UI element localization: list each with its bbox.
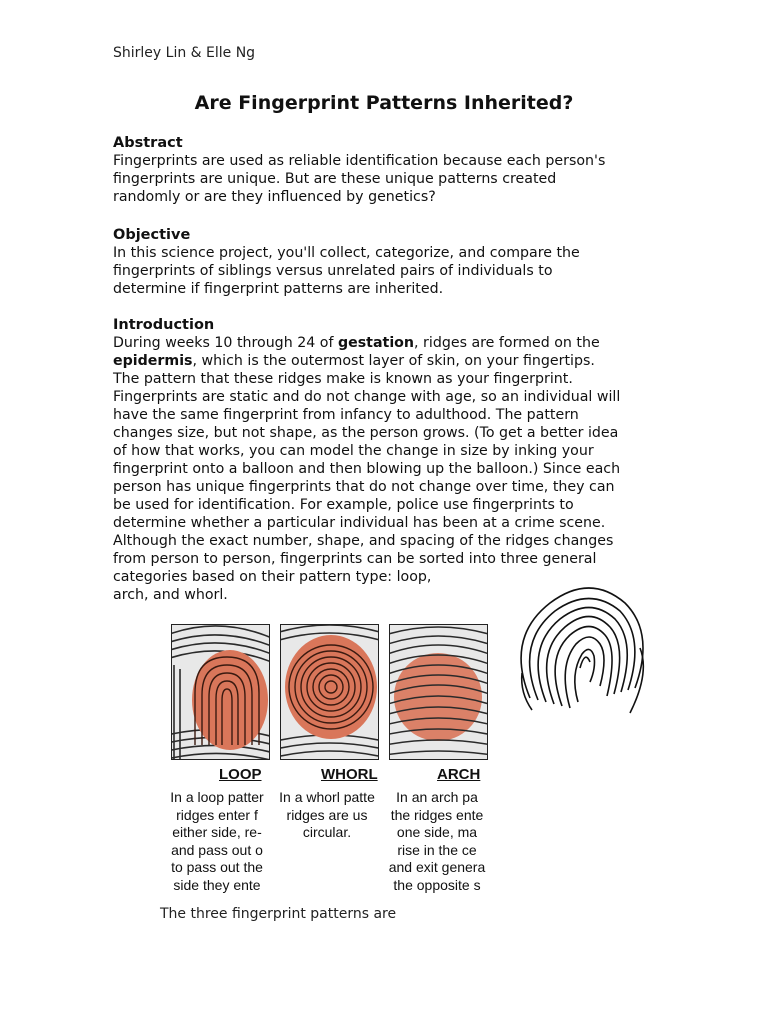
- abstract-heading: Abstract: [113, 135, 183, 151]
- loop-description: [166, 789, 268, 894]
- loop-label: LOOP: [219, 766, 262, 783]
- loop-fingerprint-image: [171, 624, 270, 760]
- introduction-line: fingerprint onto a balloon and then blowing up the balloon.) Since each: [113, 461, 621, 477]
- abstract-section: [113, 134, 673, 206]
- introduction-line: have the same fingerprint from infancy to adulthood. The pattern: [113, 407, 579, 423]
- objective-heading: Objective: [113, 227, 191, 243]
- introduction-line: The pattern that these ridges make is known as your fingerprint.: [113, 371, 573, 387]
- whorl-description: [274, 789, 380, 842]
- description-line: ridges are us: [286, 806, 368, 823]
- objective-section: [113, 226, 673, 298]
- description-line: the opposite s: [393, 876, 481, 893]
- whorl-fingerprint-image: [280, 624, 379, 760]
- description-line: and exit genera: [388, 859, 486, 875]
- description-line: In an arch pa: [396, 789, 478, 805]
- intro-text: During weeks 10 through 24 of: [113, 335, 338, 351]
- description-line: In a whorl patte: [279, 789, 375, 805]
- description-line: In a loop patter: [170, 789, 264, 805]
- introduction-line: Fingerprints are static and do not change with age, so an individual will: [113, 389, 621, 405]
- arch-fingerprint-image: [389, 624, 488, 760]
- description-line: and pass out o: [171, 841, 263, 858]
- abstract-line: Fingerprints are used as reliable identification because each person's: [113, 153, 606, 169]
- introduction-line: categories based on their pattern type: loop,: [113, 569, 432, 585]
- intro-text: , ridges are formed on the: [414, 335, 600, 351]
- introduction-line: from person to person, fingerprints can be sorted into three general: [113, 551, 597, 567]
- description-line: rise in the ce: [397, 841, 477, 858]
- objective-line: fingerprints of siblings versus unrelated pairs of individuals to: [113, 263, 553, 279]
- whorl-label: WHORL: [321, 766, 378, 783]
- introduction-line: changes size, but not shape, as the person grows. (To get a better idea: [113, 425, 619, 441]
- objective-line: determine if fingerprint patterns are inherited.: [113, 281, 444, 297]
- introduction-heading: Introduction: [113, 317, 215, 333]
- objective-line: In this science project, you'll collect, categorize, and compare the: [113, 245, 580, 261]
- introduction-line: of how that works, you can model the change in size by inking your: [113, 443, 594, 459]
- description-line: either side, re-: [172, 824, 262, 840]
- page-title: Are Fingerprint Patterns Inherited?: [194, 92, 574, 114]
- intro-text: , which is the outermost layer of skin, on your fingertips.: [192, 353, 595, 369]
- abstract-line: randomly or are they influenced by genetics?: [113, 189, 436, 205]
- introduction-line: [113, 334, 673, 352]
- description-line: one side, ma: [396, 824, 478, 840]
- arch-label: ARCH: [437, 766, 481, 783]
- description-line: the ridges ente: [390, 806, 484, 823]
- introduction-line: be used for identification. For example, police use fingerprints to: [113, 497, 574, 513]
- introduction-section: [113, 316, 673, 604]
- introduction-line: person has unique fingerprints that do not change over time, they can: [113, 479, 615, 495]
- author-line: Shirley Lin & Elle Ng: [113, 45, 256, 61]
- introduction-line: Although the exact number, shape, and spacing of the ridges changes: [113, 533, 614, 549]
- description-line: ridges enter f: [176, 806, 258, 823]
- term-gestation: gestation: [337, 335, 415, 351]
- description-line: side they ente: [173, 876, 261, 893]
- fingerprint-lineart-image: [510, 578, 660, 728]
- arch-description: [386, 789, 488, 894]
- description-line: to pass out the: [171, 859, 263, 875]
- abstract-line: fingerprints are unique. But are these unique patterns created: [113, 171, 557, 187]
- introduction-line: [113, 352, 673, 370]
- introduction-line: arch, and whorl.: [113, 587, 228, 603]
- introduction-line: determine whether a particular individual has been at a crime scene.: [113, 515, 606, 531]
- description-line: circular.: [302, 824, 352, 840]
- figure-caption: The three fingerprint patterns are: [160, 906, 397, 922]
- term-epidermis: epidermis: [113, 353, 193, 369]
